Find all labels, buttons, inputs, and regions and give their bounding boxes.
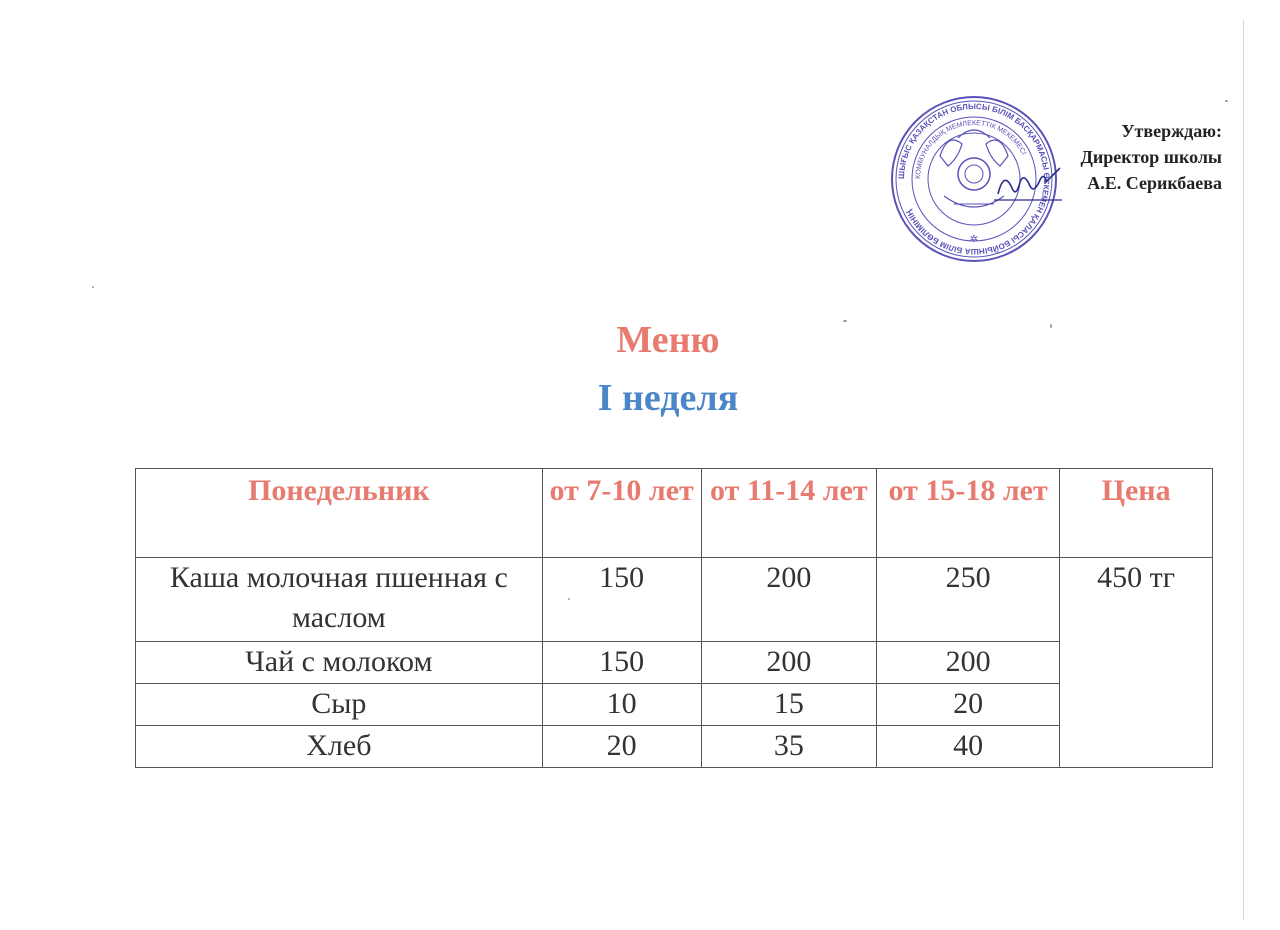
header-day: Понедельник — [136, 469, 543, 558]
portion-7-10: 150 — [542, 558, 701, 642]
table-row — [136, 558, 1213, 642]
approval-block — [1081, 118, 1223, 196]
page-title: Меню — [616, 319, 720, 361]
portion-15-18: 200 — [877, 642, 1060, 684]
table-row — [136, 642, 1213, 684]
scan-speck — [1225, 100, 1228, 102]
approval-director-name: А.Е. Серикбаева — [1087, 173, 1222, 193]
seal-outer-text: ШЫҒЫС ҚАЗАҚСТАН ОБЛЫСЫ БІЛІМ БАСҚАРМАСЫ ӨСКЕМЕН ҚАЛАСЫ БОЙЫНША БІЛІМ БӨЛІМІНІҢ — [896, 101, 1052, 257]
table-row — [136, 726, 1213, 768]
portion-7-10: 20 — [542, 726, 701, 768]
table-row — [136, 684, 1213, 726]
portion-11-14: 200 — [701, 642, 876, 684]
header-age-7-10: от 7-10 лет — [542, 469, 701, 558]
portion-11-14: 15 — [701, 684, 876, 726]
dish-name: Сыр — [136, 684, 543, 726]
seal-inner-text: КОММУНАЛДЫҚ МЕМЛЕКЕТТІК МЕКЕМЕСІ — [914, 119, 1027, 180]
header-price: Цена — [1060, 469, 1213, 558]
header-age-11-14: от 11-14 лет — [701, 469, 876, 558]
approval-heading: Утверждаю: — [1121, 121, 1222, 141]
dish-name: Хлеб — [136, 726, 543, 768]
scan-edge-line — [1243, 20, 1244, 920]
price-cell: 450 тг — [1060, 558, 1213, 768]
menu-table — [135, 468, 1213, 768]
seal-star-icon: ✲ — [969, 234, 979, 245]
portion-7-10: 10 — [542, 684, 701, 726]
director-signature — [990, 160, 1065, 210]
portion-15-18: 250 — [877, 558, 1060, 642]
table-header-row — [136, 469, 1213, 558]
portion-7-10: 150 — [542, 642, 701, 684]
week-subtitle: I неделя — [597, 377, 739, 419]
dish-name: Каша молочная пшенная с маслом — [136, 558, 543, 642]
scan-speck — [92, 286, 94, 288]
approval-position: Директор школы — [1080, 147, 1222, 167]
portion-15-18: 20 — [877, 684, 1060, 726]
portion-11-14: 35 — [701, 726, 876, 768]
portion-11-14: 200 — [701, 558, 876, 642]
portion-15-18: 40 — [877, 726, 1060, 768]
header-age-15-18: от 15-18 лет — [877, 469, 1060, 558]
dish-name: Чай с молоком — [136, 642, 543, 684]
